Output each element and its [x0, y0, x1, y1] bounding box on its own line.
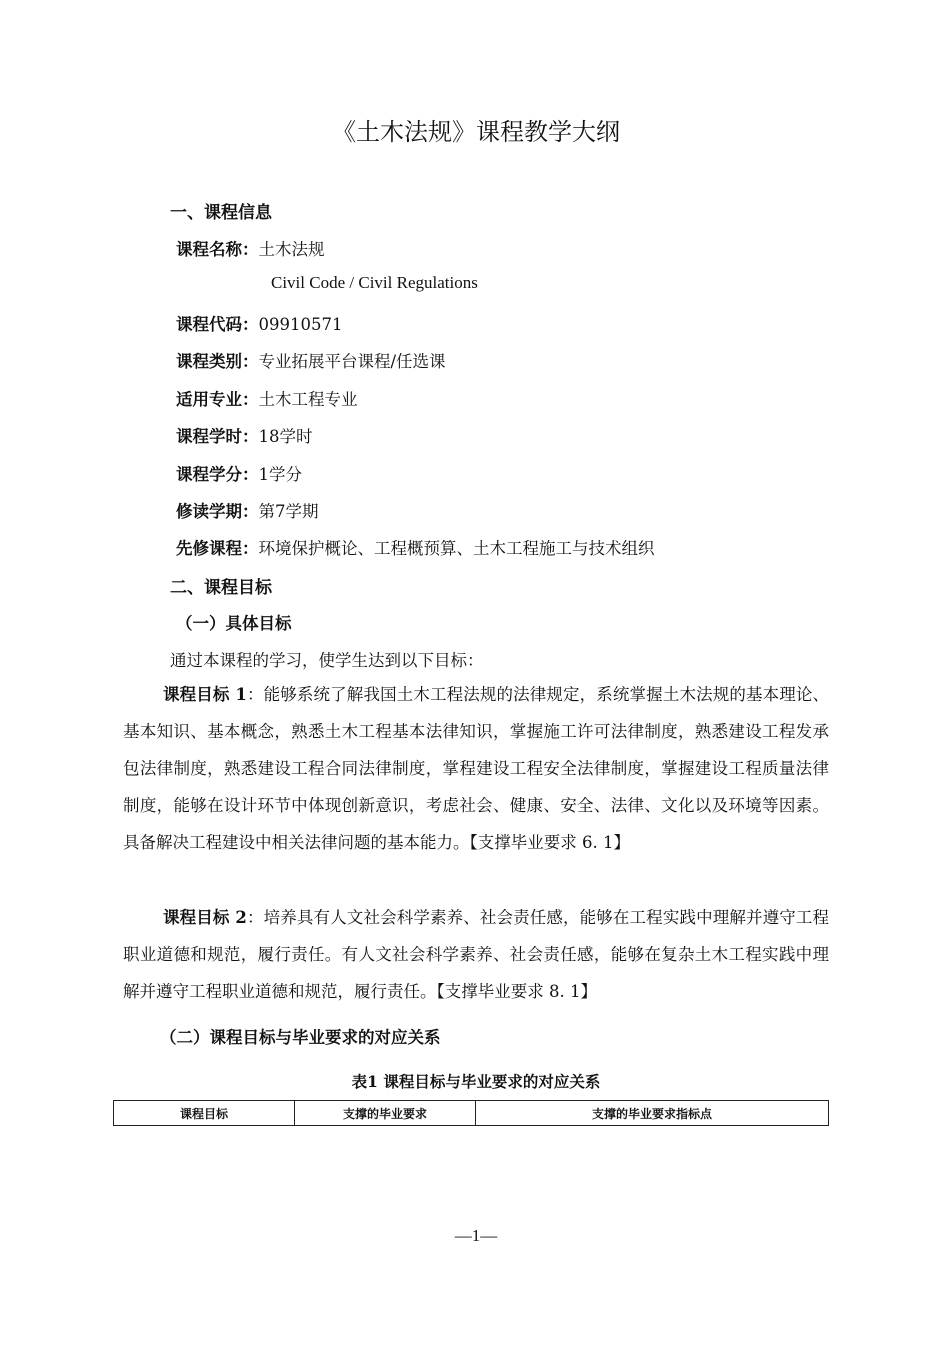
course-category-value: 专业拓展平台课程/任选课: [258, 352, 446, 371]
hours-value: 18学时: [258, 427, 313, 446]
goal-2-label: 课程目标 2: [163, 908, 247, 927]
credits-value: 1学分: [258, 465, 302, 484]
goal-2-text: ：培养具有人文社会科学素养、社会责任感，能够在工程实践中理解并遵守工程职业道德和规范，履行责任。有人文社会科学素养、社会责任感，能够在复杂土木工程实践中理解并遵守工程职业道德和规范，履行责任。【支撑毕业要求 8. 1】: [123, 908, 829, 1001]
subheading-goal-mapping: （二）课程目标与毕业要求的对应关系: [160, 1028, 441, 1047]
course-code-label: 课程代码：: [176, 315, 259, 334]
table-header-requirement: 支撑的毕业要求: [295, 1101, 476, 1126]
section-heading-course-info: 一、课程信息: [170, 203, 272, 223]
major-label: 适用专业：: [176, 390, 259, 409]
credits-label: 课程学分：: [176, 465, 259, 484]
info-row-prerequisites: [176, 535, 655, 559]
table-header-indicator: 支撑的毕业要求指标点: [476, 1101, 829, 1126]
subheading-specific-goals: （一）具体目标: [176, 614, 292, 633]
info-row-hours: [176, 423, 313, 447]
course-name-label: 课程名称：: [176, 240, 259, 259]
semester-value: 第7学期: [258, 502, 319, 521]
table-header-row: [114, 1101, 829, 1126]
goal-mapping-table: [113, 1100, 829, 1126]
goals-intro: 通过本课程的学习，使学生达到以下目标：: [170, 651, 484, 670]
info-row-course-name: [176, 236, 325, 260]
goal-2-paragraph: [123, 899, 829, 1010]
semester-label: 修读学期：: [176, 502, 259, 521]
info-row-course-category: [176, 348, 446, 372]
table-header-goal: 课程目标: [114, 1101, 295, 1126]
info-row-major: [176, 386, 358, 410]
page-number: —1—: [454, 1226, 498, 1245]
course-category-label: 课程类别：: [176, 352, 259, 371]
info-row-credits: [176, 461, 302, 485]
major-value: 土木工程专业: [258, 390, 358, 409]
goal-1-text: ：能够系统了解我国土木工程法规的法律规定，系统掌握土木法规的基本理论、基本知识、基本概念，熟悉土木工程基本法律知识，掌握施工许可法律制度，熟悉建设工程发承包法律制度，熟悉建设工程合同法律制度，掌程建设工程安全法律制度，掌握建设工程质量法律制度，能够在设计环节中体现创新意识，考虑社会、健康、安全、法律、文化以及环境等因素。具备解决工程建设中相关法律问题的基本能力。【支撑毕业要求 6. 1】: [123, 685, 829, 852]
hours-label: 课程学时：: [176, 427, 259, 446]
prerequisites-label: 先修课程：: [176, 539, 259, 558]
table-caption: 表1 课程目标与毕业要求的对应关系: [351, 1072, 601, 1091]
course-name-english: Civil Code / Civil Regulations: [271, 273, 478, 292]
course-name-value: 土木法规: [258, 240, 325, 259]
course-code-value: 09910571: [258, 315, 343, 334]
goal-1-paragraph: [123, 676, 829, 861]
document-title: 《土木法规》课程教学大纲: [332, 118, 620, 146]
prerequisites-value: 环境保护概论、工程概预算、土木工程施工与技术组织: [258, 539, 655, 558]
info-row-course-code: [176, 311, 342, 335]
goal-1-label: 课程目标 1: [163, 685, 247, 704]
section-heading-course-goals: 二、课程目标: [170, 578, 272, 598]
info-row-semester: [176, 498, 319, 522]
